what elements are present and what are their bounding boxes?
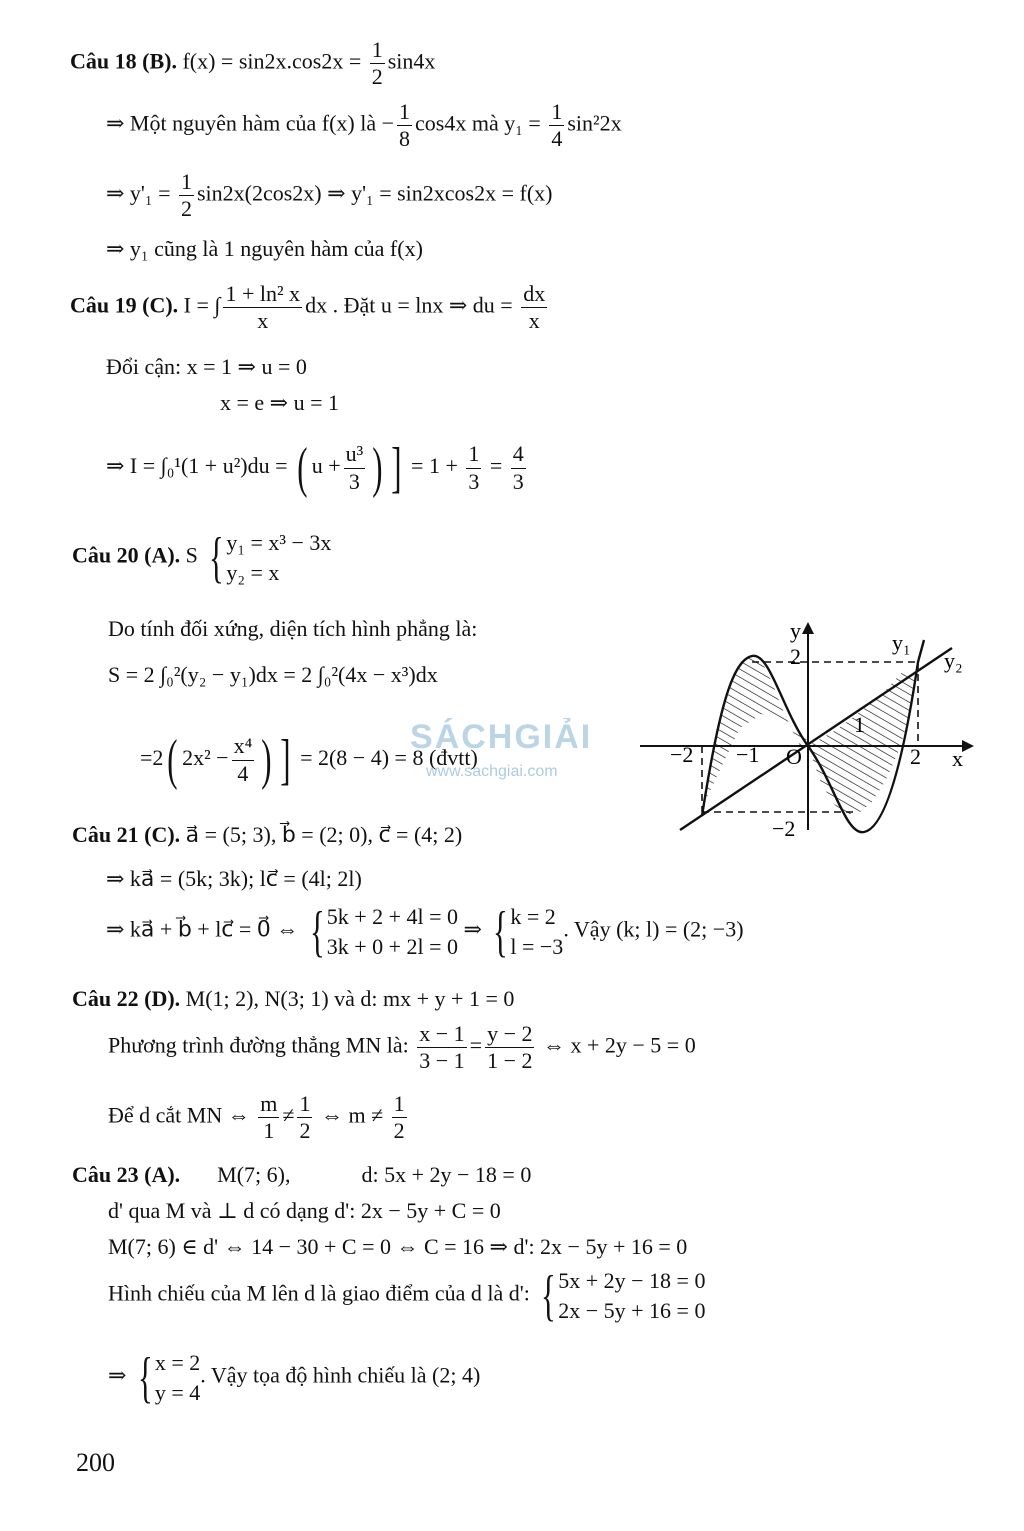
q23-text: M(7; 6), [217, 1162, 291, 1187]
q23-text: ⇒ [108, 1362, 127, 1388]
q22-fraction: $\frac{x - 1}{3 - 1}$ [419, 1021, 465, 1074]
q19-text: dx . Đặt u = lnx ⇒ du = [305, 292, 513, 318]
q18-fraction: $\frac{1}{2}$ [371, 37, 383, 90]
q20-fraction: $\frac{\text{x⁴}}{4}$ [233, 733, 253, 786]
q21-text: ⇒ [463, 916, 482, 942]
tick-neg2-y: −2 [772, 816, 796, 840]
graph-x-label: x [952, 746, 963, 771]
q23-text: . Vậy tọa độ hình chiếu là (2; 4) [200, 1362, 481, 1388]
q19-text: u + [311, 453, 341, 479]
q18-text: sin²2x [567, 110, 622, 136]
q23-line5 [108, 1348, 480, 1407]
q21-line3 [106, 902, 744, 961]
tick-neg2-x: −2 [670, 742, 694, 767]
tick-origin: O [786, 744, 802, 769]
q19-text: Đổi cận: x = 1 ⇒ u = 0 [106, 354, 307, 379]
q21-line1 [72, 824, 462, 846]
q19-label: Câu 19 (C). [70, 292, 179, 318]
brace-icon: { [209, 526, 225, 589]
q22-label: Câu 22 (D). [72, 986, 181, 1011]
q23-text: Hình chiếu của M lên d là giao điểm của d là d': [108, 1280, 530, 1306]
q21-text: ⇒ ka⃗ + b⃗ + lc⃗ = 0⃗ ⇔ [106, 916, 299, 942]
q19-line1 [70, 282, 550, 333]
q21-line2 [106, 868, 362, 890]
brace-icon: { [137, 1346, 153, 1409]
q20-text: Do tính đối xứng, diện tích hình phẳng là: [108, 616, 478, 641]
eval-bracket: ] [391, 437, 402, 499]
brace-icon: { [541, 1264, 557, 1327]
right-paren: ) [261, 729, 272, 791]
tick-neg1: −1 [736, 742, 760, 767]
q18-label: Câu 18 (B). [70, 48, 177, 74]
y-axis-arrow-icon [802, 622, 814, 634]
q22-fraction: $\frac{1}{2}$ [393, 1091, 405, 1144]
q20-line3 [108, 664, 438, 686]
q18-text: sin2x(2cos2x) ⇒ y'₁ = sin2xcos2x = f(x) [196, 180, 553, 206]
q18-text: f(x) = sin2x.cos2x = [182, 48, 362, 74]
q23-system: x = 2 y = 4 [154, 1350, 201, 1405]
q20-line1 [72, 528, 331, 587]
q19-text: x = e ⇒ u = 1 [220, 390, 340, 415]
q18-line1 [70, 38, 435, 89]
q18-line4 [106, 238, 423, 260]
graph-y1-label: y₁ [892, 630, 911, 655]
left-paren: ( [167, 729, 178, 791]
q21-system: 5k + 2 + 4l = 0 3k + 0 + 2l = 0 [326, 904, 459, 959]
q22-text: ⇔ x + 2y − 5 = 0 [542, 1032, 696, 1058]
q19-fraction: $\frac{1}{3}$ [468, 441, 480, 494]
q20-text: 2x² − [182, 745, 229, 771]
q20-text: S = 2 ∫₀²(y₂ − y₁)dx = 2 ∫₀²(4x − x³)dx [108, 662, 438, 687]
q18-fraction: $\frac{1}{8}$ [399, 99, 411, 152]
brace-icon: { [309, 900, 325, 963]
tick-2-y: 2 [790, 644, 801, 669]
q23-line2 [108, 1200, 501, 1222]
q22-text: Để d cắt MN ⇔ [108, 1102, 250, 1128]
q20-system: y₁ = x³ − 3x y₂ = x [226, 530, 332, 585]
q23-text: d' qua M và ⊥ d có dạng d': 2x − 5y + C = 0 [108, 1198, 501, 1223]
q19-line4 [106, 437, 529, 499]
q23-label: Câu 23 (A). [72, 1162, 181, 1187]
q22-text: Phương trình đường thẳng MN là: [108, 1032, 409, 1058]
q23-text: d: 5x + 2y − 18 = 0 [361, 1162, 532, 1187]
right-paren: ) [372, 437, 383, 499]
q21-text: . Vậy (k; l) = (2; −3) [563, 916, 744, 942]
q22-line1 [72, 988, 514, 1010]
q19-fraction: $\frac{dx}{x}$ [523, 281, 546, 334]
q23-system: 5x + 2y − 18 = 0 2x − 5y + 16 = 0 [558, 1268, 706, 1323]
q21-text: a⃗ = (5; 3), b⃗ = (2; 0), c⃗ = (4; 2) [185, 822, 463, 847]
q21-label: Câu 21 (C). [72, 822, 181, 847]
q22-text: ⇔ m ≠ [320, 1102, 384, 1128]
q19-text: = [489, 453, 503, 479]
q18-text: ⇒ y₁ cũng là 1 nguyên hàm của f(x) [106, 236, 423, 261]
q18-text: ⇒ Một nguyên hàm của f(x) là − [106, 110, 395, 136]
q23-line1 [72, 1164, 531, 1186]
q19-line3 [220, 392, 339, 414]
q22-text: = [469, 1032, 483, 1058]
tick-1: 1 [854, 712, 865, 737]
q19-text: = 1 + [411, 453, 458, 479]
graph-y-label: y [790, 620, 801, 643]
watermark-logo: SÁCHGIẢI [410, 718, 593, 756]
eval-bracket: ] [280, 729, 291, 791]
q18-text: ⇒ y'₁ = [106, 180, 171, 206]
x-axis-arrow-icon [962, 740, 974, 752]
q19-line2 [106, 356, 307, 378]
page-number: 200 [76, 1448, 115, 1477]
q23-text: M(7; 6) ∈ d' ⇔ 14 − 30 + C = 0 ⇔ C = 16 ⇒ d': 2x − 5y + 16 = 0 [108, 1234, 688, 1259]
q19-fraction: $\frac{\text{u³}}{3}$ [345, 441, 364, 494]
q18-line3 [106, 170, 553, 221]
q22-fraction: $\frac{1}{2}$ [299, 1091, 311, 1144]
q22-fraction: $\frac{m}{1}$ [260, 1091, 278, 1144]
graph-y2-label: y₂ [944, 648, 963, 673]
q18-fraction: $\frac{1}{2}$ [180, 169, 192, 222]
q18-text: cos4x mà y₁ = [415, 110, 541, 136]
tick-2-x: 2 [910, 744, 921, 769]
q18-fraction: $\frac{1}{4}$ [551, 99, 563, 152]
area-graph [640, 620, 980, 840]
q20-label: Câu 20 (A). [72, 542, 181, 568]
watermark-url: www.sachgiai.com [426, 763, 558, 780]
q23-line4 [108, 1266, 705, 1325]
q19-fraction: $\frac{4}{3}$ [512, 441, 524, 494]
left-paren: ( [297, 437, 308, 499]
brace-icon: { [493, 900, 509, 963]
q20-text: = 2(8 − 4) = 8 (đvtt) [300, 745, 478, 771]
q23-line3 [108, 1236, 687, 1258]
q22-text: ≠ [282, 1102, 295, 1128]
q21-system: k = 2 l = −3 [510, 904, 564, 959]
q19-text: I = ∫ [183, 292, 221, 318]
q22-line3 [108, 1092, 410, 1143]
shaded-region-right [808, 670, 916, 814]
q19-fraction: $\frac{\text{1 + ln² x}}{x}$ [225, 281, 301, 334]
q18-text: sin4x [387, 48, 436, 74]
q20-text: S [185, 542, 198, 568]
q22-line2 [108, 1022, 696, 1073]
q22-fraction: $\frac{y - 2}{1 - 2}$ [487, 1021, 533, 1074]
watermark [410, 718, 592, 781]
q20-line2 [108, 618, 477, 640]
q21-text: ⇒ ka⃗ = (5k; 3k); lc⃗ = (4l; 2l) [106, 866, 362, 891]
q22-text: M(1; 2), N(3; 1) và d: mx + y + 1 = 0 [185, 986, 515, 1011]
q18-line2 [106, 100, 622, 151]
q19-text: ⇒ I = ∫₀¹(1 + u²)du = [106, 453, 288, 479]
q20-text: =2 [140, 745, 164, 771]
